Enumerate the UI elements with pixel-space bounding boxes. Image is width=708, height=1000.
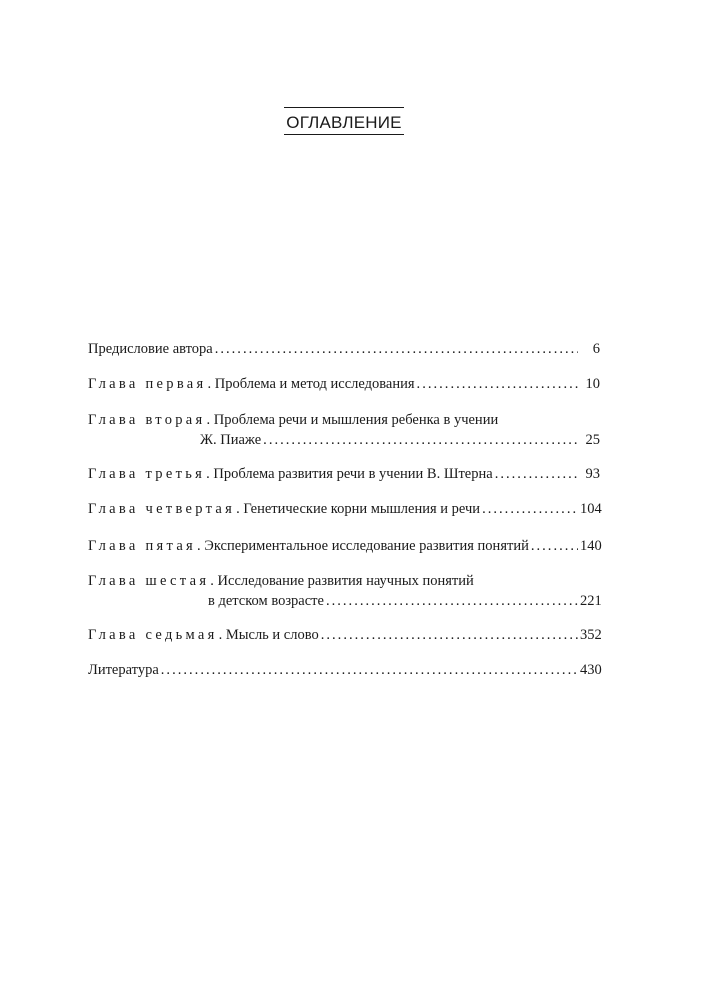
toc-line-continuation bbox=[88, 430, 600, 450]
page-number: 140 bbox=[580, 538, 602, 554]
toc-title: Генетические корни мышления и речи bbox=[243, 501, 481, 517]
dot-leader bbox=[215, 339, 578, 359]
toc-line bbox=[88, 374, 600, 394]
toc-line bbox=[88, 339, 600, 359]
toc-line bbox=[88, 571, 600, 591]
toc-line-continuation bbox=[88, 591, 600, 611]
toc-line bbox=[88, 410, 600, 430]
dot-leader bbox=[326, 591, 578, 611]
toc-line bbox=[88, 625, 600, 645]
dot-leader bbox=[417, 374, 578, 394]
toc-separator: . bbox=[236, 501, 244, 517]
toc-line bbox=[88, 660, 600, 680]
chapter-prefix: Глава четвертая bbox=[88, 501, 236, 517]
toc-title: Проблема развития речи в учении В. Штерна bbox=[213, 466, 493, 482]
toc-entry-chapter-7[interactable] bbox=[88, 625, 600, 645]
toc-title: Мысль и слово bbox=[225, 627, 319, 643]
toc-title: Проблема и метод исследования bbox=[214, 376, 415, 392]
dot-leader bbox=[321, 625, 578, 645]
chapter-prefix: Глава вторая bbox=[88, 412, 206, 428]
toc-separator: . bbox=[206, 466, 214, 482]
page-number: 352 bbox=[580, 627, 602, 643]
page-number: 93 bbox=[585, 466, 600, 482]
chapter-prefix: Глава первая bbox=[88, 376, 207, 392]
chapter-prefix: Глава пятая bbox=[88, 538, 197, 554]
toc-title: Предисловие автора bbox=[88, 341, 213, 357]
toc-title-continuation: Ж. Пиаже bbox=[200, 432, 262, 448]
toc-entry-chapter-6[interactable] bbox=[88, 571, 600, 611]
toc-entry-chapter-5[interactable] bbox=[88, 536, 600, 556]
dot-leader bbox=[531, 536, 578, 556]
page-number: 221 bbox=[580, 593, 602, 609]
chapter-prefix: Глава седьмая bbox=[88, 627, 218, 643]
toc-entry-preface[interactable] bbox=[88, 339, 600, 359]
page-number: 25 bbox=[585, 432, 600, 448]
toc-line bbox=[88, 499, 600, 519]
toc-separator: . bbox=[218, 627, 226, 643]
chapter-prefix: Глава шестая bbox=[88, 573, 210, 589]
toc-title: Литература bbox=[88, 662, 159, 678]
toc-entry-chapter-3[interactable] bbox=[88, 464, 600, 484]
toc-entry-chapter-4[interactable] bbox=[88, 499, 600, 519]
toc-separator: . bbox=[210, 573, 218, 589]
toc-separator: . bbox=[197, 538, 205, 554]
page-number: 104 bbox=[580, 501, 602, 517]
page-title: ОГЛАВЛЕНИЕ bbox=[284, 107, 404, 135]
dot-leader bbox=[263, 430, 578, 450]
toc-line bbox=[88, 464, 600, 484]
dot-leader bbox=[161, 660, 578, 680]
page-number: 430 bbox=[580, 662, 602, 678]
toc-entry-chapter-2[interactable] bbox=[88, 410, 600, 450]
dot-leader bbox=[495, 464, 578, 484]
toc-title: Исследование развития научных понятий bbox=[217, 573, 474, 589]
toc-entry-chapter-1[interactable] bbox=[88, 374, 600, 394]
toc-separator: . bbox=[207, 376, 215, 392]
toc-separator: . bbox=[206, 412, 214, 428]
chapter-prefix: Глава третья bbox=[88, 466, 206, 482]
dot-leader bbox=[482, 499, 578, 519]
toc-entry-references[interactable] bbox=[88, 660, 600, 680]
page-number: 10 bbox=[585, 376, 600, 392]
toc-title: Проблема речи и мышления ребенка в учении bbox=[213, 412, 499, 428]
toc-title: Экспериментальное исследование развития понятий bbox=[204, 538, 529, 554]
page-number: 6 bbox=[592, 341, 600, 357]
toc-line bbox=[88, 536, 600, 556]
toc-title-continuation: в детском возрасте bbox=[208, 593, 324, 609]
